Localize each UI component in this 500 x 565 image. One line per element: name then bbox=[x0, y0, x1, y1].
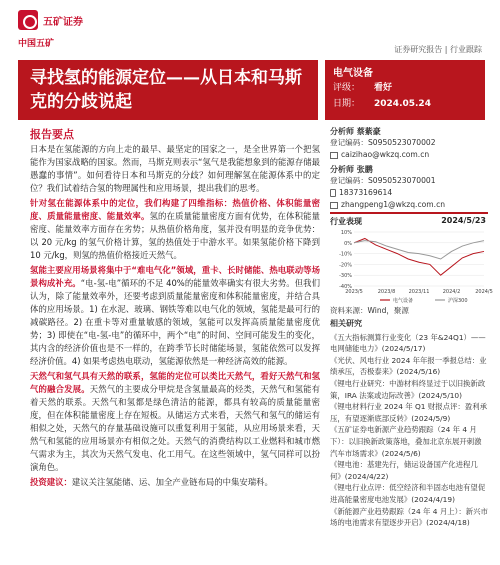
related-item[interactable]: 《锂电池：基建先行，储运设备国产化进程几何》(2024/4/22) bbox=[330, 460, 478, 481]
chart-svg bbox=[330, 228, 493, 304]
rating-row bbox=[333, 80, 392, 93]
x-tick-label: 2023/8 bbox=[377, 289, 396, 295]
series-line-electrical-equipment bbox=[354, 238, 484, 275]
legend-label: 沪深300 bbox=[448, 298, 468, 304]
related-research bbox=[330, 318, 488, 529]
related-item[interactable]: 《五矿证券电新源产业趋势跟踪（24 年 4 月下）：以旧换新政策落地，叠加北京东展开刺激汽车市场需求》(2024/5/6) bbox=[330, 425, 482, 458]
related-heading: 相关研究 bbox=[330, 319, 362, 328]
y-tick-label: 10% bbox=[340, 230, 352, 236]
date-label: 日期： bbox=[333, 99, 361, 109]
y-tick-label: -20% bbox=[339, 262, 352, 269]
logo-sec-name: 五矿证券 bbox=[43, 17, 83, 28]
rating-value: 看好 bbox=[374, 83, 393, 93]
p2-highlight: 针对氢在能源体系中的定位，我们构建了四维指标：热值价格、体积能量密度、质量能量密度、能量效率。 bbox=[30, 198, 320, 221]
y-tick-label: -30% bbox=[339, 273, 352, 280]
analyst-2-email-row bbox=[330, 199, 488, 211]
x-tick-label: 2024/5 bbox=[475, 289, 493, 295]
analyst-2-reg: 登记编码：S0950523070001 bbox=[330, 176, 436, 185]
p2-text: 氢的在质量能量密度方面有优势，在体积能量密度、能量效率方面存在劣势；从热值价格角度，氢并没有明显的竞争优势：以 20 元/kg 的氢气价格计算，氢的热值处于中游水平。如果氢能价格下降到 10 元/kg，则氢的热值价格接近天然气。 bbox=[30, 211, 321, 260]
company-logo bbox=[18, 10, 108, 52]
related-item[interactable]: 《锂电行业点评：低空经济和半固态电池有望促进高能量密度电池发展》(2024/4/19) bbox=[330, 483, 486, 504]
x-tick-label: 2023/5 bbox=[345, 289, 363, 295]
y-tick-label: 0% bbox=[344, 240, 352, 247]
title-banner bbox=[18, 60, 318, 120]
p4-highlight: 天然气和氢气具有天然的联系，氢能的定位可以类比天然气，看好天然气和氢气的融合发展。 bbox=[30, 371, 320, 394]
chart-title: 行业表现 bbox=[330, 217, 362, 226]
logo-mark-icon bbox=[18, 10, 38, 30]
analyst-2-email[interactable]: zhangpeng1@wkzq.com.cn bbox=[341, 200, 446, 209]
industry-performance-chart bbox=[330, 212, 493, 304]
p5-highlight: 投资建议： bbox=[30, 477, 72, 487]
related-item[interactable]: 《五大指标测算行业变化（23 年&24Q1）——电网储能电力》(2024/5/17) bbox=[330, 332, 486, 354]
paragraph-4 bbox=[30, 370, 320, 474]
legend-label: 电气设备 bbox=[393, 298, 414, 304]
date-row bbox=[333, 96, 431, 109]
x-tick-label: 2024/2 bbox=[442, 289, 461, 295]
phone-icon bbox=[330, 189, 336, 197]
analyst-column bbox=[330, 126, 488, 211]
analyst-2-phone: 18373169614 bbox=[339, 188, 393, 197]
x-tick-label: 2023/11 bbox=[408, 289, 430, 295]
logo-group-name: 中国五矿 bbox=[18, 39, 55, 49]
rating-label: 评级： bbox=[333, 83, 361, 93]
paragraph-5 bbox=[30, 476, 320, 489]
industry: 电气设备 bbox=[333, 68, 373, 79]
summary-heading: 报告要点 bbox=[30, 128, 74, 141]
related-list bbox=[330, 332, 488, 529]
analyst-1-reg: 登记编码：S0950523070002 bbox=[330, 138, 436, 147]
p3-text: “电-氢-电”循环的不足 40%的能量效率确实有很大劣势。但我们认为，除了能量效率外，还要考虑到质量能量密度和体积能量密度，并结合具体的应用场景。1) 在水泥、玻璃、钢铁等难以电气化的领域，氢能是最可行的减碳路径。2) 在重卡等对重量敏感的领域，氢能可以发挥高质量能量密度优势；3) 即使在“电-氢-电”的循环中，两个“电”的时间、空间可能发生的变化，其内含的经济价值也是不一样的，在跨季节长时储能场景，氢能依然可以发挥经济价值。4) 如果考虑热电联动，氢能源依然是一种经济高效的能源。 bbox=[30, 278, 321, 366]
report-title: 寻找氢的能源定位——从日本和马斯克的分歧说起 bbox=[30, 68, 302, 112]
paragraph-2 bbox=[30, 197, 320, 262]
related-item[interactable]: 《锂电行业研究：中游材料终显过于以旧换新政策，IRA 法案或边际改善》(2024/5/10) bbox=[330, 378, 486, 400]
paragraph-1: 日本是在氢能源的方向上走的最早、最坚定的国家之一，是全世界第一个把氢能作为国家战略的国家。然而，马斯克则表示“氢气是我能想象到的能源存储最愚蠢的事情”。如何看待日本和马斯克的分歧？如何理解氢在能源体系中的定位？我们试着结合氢的物理属性和应用场景，提出我们的思考。 bbox=[30, 144, 320, 193]
analyst-2-name: 分析师 张鹏 bbox=[330, 165, 373, 174]
related-item[interactable]: 《光伏、风电行业 2024 年年报一季报总结：业绩承压，否极泰来》(2024/5/16) bbox=[330, 355, 487, 377]
info-panel bbox=[325, 60, 485, 120]
mail-icon bbox=[330, 152, 338, 159]
related-item[interactable]: 《新能源产业趋势跟踪（24 年 4 月上）：新兴市场的电池需求有望逐步开启》(2024/4/18) bbox=[330, 506, 488, 528]
analyst-1-email[interactable]: caizihao@wkzq.com.cn bbox=[341, 150, 430, 159]
y-tick-label: -10% bbox=[339, 251, 352, 258]
document-type: 证券研究报告 | 行业跟踪 bbox=[394, 45, 482, 54]
chart-source: 资料来源：Wind，聚源 bbox=[330, 306, 409, 315]
y-tick-label: -40% bbox=[339, 284, 352, 290]
chart-date: 2024/5/23 bbox=[441, 216, 486, 225]
report-body bbox=[30, 143, 320, 491]
analyst-1-name: 分析师 蔡紫豪 bbox=[330, 127, 381, 136]
report-header bbox=[0, 0, 500, 58]
paragraph-3 bbox=[30, 264, 320, 368]
p4-text: 天然气的主要成分甲烷是含氢量最高的烃类，天然气和氢能有着天然的联系。天然气和氢都是绿色清洁的能源，都具有较高的质量能量密度，但在体积能量密度上存在短板。从储运方式来看，天然气和氢气的储运有相似之处，天然气的存量基础设施可以重复利用于氢能，从应用场景来看，天然气和氢能的应用场景亦有相似之处。天然气的消费结构以工业燃料和城市燃气需求为主，其次为天然气发电、化工用气。在这些领域中，氢气同样可以扮演角色。 bbox=[30, 384, 321, 472]
related-item[interactable]: 《锂电材料行业 2024 年 Q1 财报点评：盈利承压，有望逐渐底部反转》(2024/5/9) bbox=[330, 402, 487, 423]
mail-icon bbox=[330, 202, 338, 209]
p3-highlight: 氢能主要应用场景将集中于“难电气化”领域，重卡、长时储能、热电联动等场景构成补充。 bbox=[30, 265, 320, 288]
date-value: 2024.05.24 bbox=[374, 99, 431, 109]
analyst-1-email-row bbox=[330, 149, 488, 161]
p5-text: 建议关注氢能储、运、加全产业链布局的中集安瑞科。 bbox=[71, 477, 273, 487]
analyst-2-phone-row bbox=[330, 187, 488, 199]
